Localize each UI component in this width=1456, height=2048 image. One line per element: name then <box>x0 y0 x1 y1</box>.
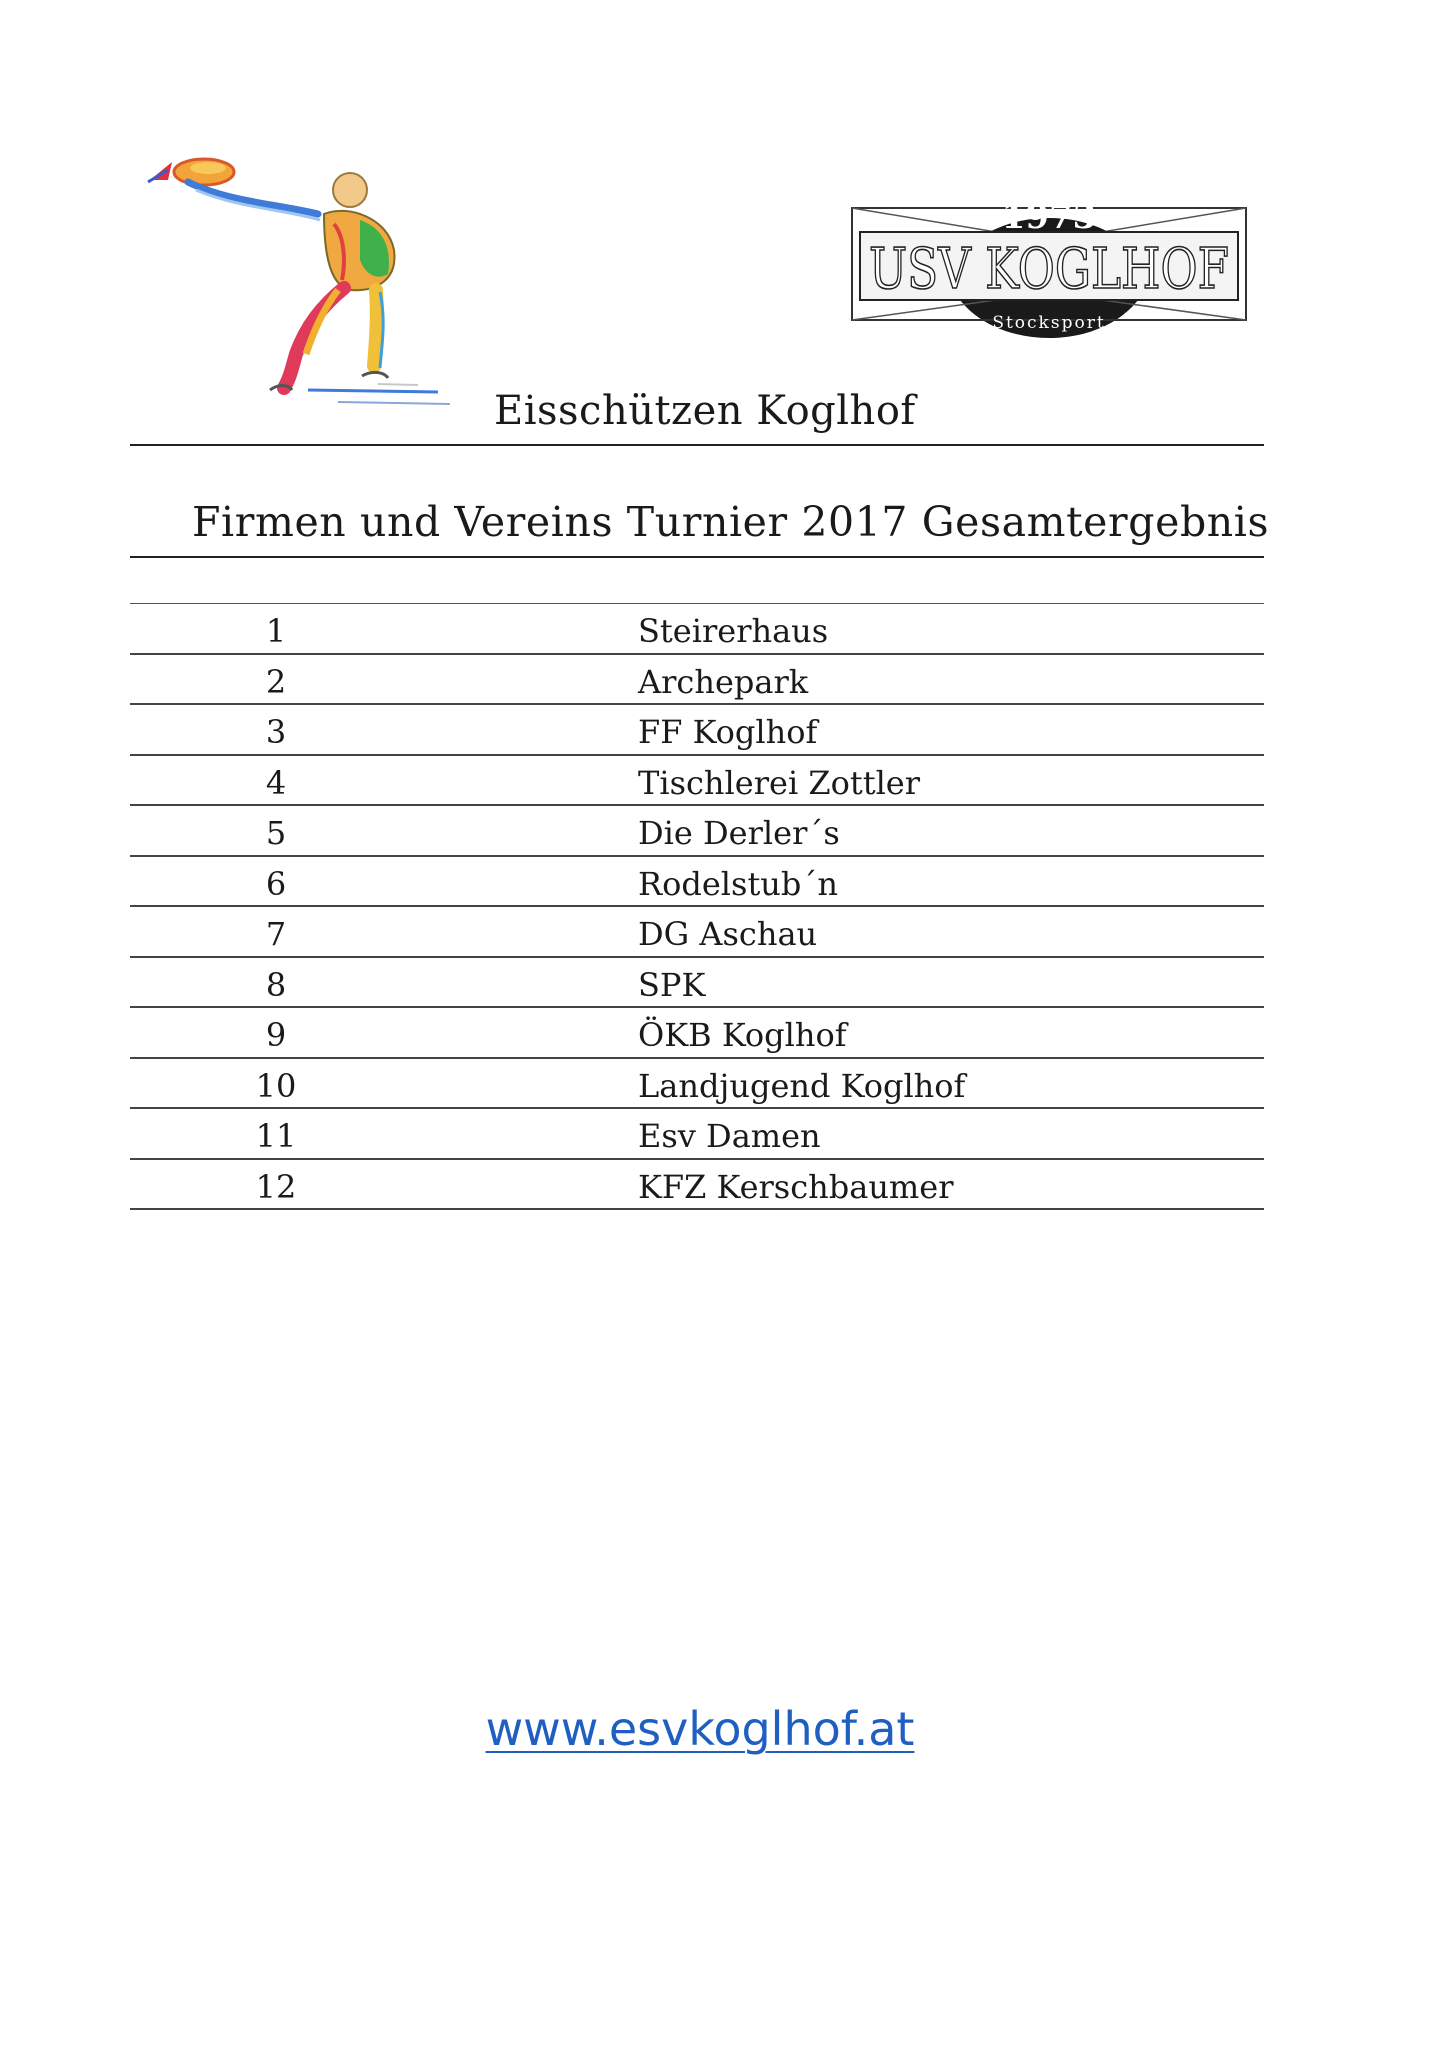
team-cell: Esv Damen <box>638 1117 821 1155</box>
rank-cell: 10 <box>255 1066 297 1105</box>
table-row <box>130 857 1264 908</box>
team-cell: Tischlerei Zottler <box>638 763 921 802</box>
badge-subtitle: Stocksport <box>992 313 1106 333</box>
rank-cell: 4 <box>265 763 287 802</box>
table-row <box>130 756 1264 807</box>
table-row <box>130 1008 1264 1059</box>
rank-cell: 11 <box>255 1117 297 1155</box>
club-name: Eisschützen Koglhof <box>494 388 916 434</box>
team-cell: Steirerhaus <box>638 612 829 650</box>
title-divider <box>130 556 1264 558</box>
team-cell: Die Derler´s <box>638 814 840 852</box>
team-cell: Landjugend Koglhof <box>638 1066 966 1105</box>
document-title: Firmen und Vereins Turnier 2017 Gesamtergebnis <box>192 498 1270 546</box>
team-cell: FF Koglhof <box>638 713 818 751</box>
rank-cell: 6 <box>265 864 287 903</box>
curler-illustration <box>138 140 458 420</box>
rank-cell: 7 <box>265 915 287 953</box>
table-row <box>130 1059 1264 1110</box>
website-row <box>0 1702 1400 1756</box>
table-row <box>130 806 1264 857</box>
team-cell: ÖKB Koglhof <box>638 1016 847 1054</box>
club-badge <box>846 178 1252 378</box>
results-table <box>130 603 1264 1210</box>
rank-cell: 3 <box>265 713 287 751</box>
table-row <box>130 705 1264 756</box>
table-row <box>130 655 1264 706</box>
table-row <box>130 1160 1264 1211</box>
header-divider <box>130 444 1264 446</box>
rank-cell: 1 <box>265 612 287 650</box>
table-row <box>130 604 1264 655</box>
rank-cell: 8 <box>265 965 287 1004</box>
website-link[interactable]: www.esvkoglhof.at <box>485 1702 915 1756</box>
team-cell: Rodelstub´n <box>638 864 838 903</box>
badge-name: USV KOGLHOF <box>869 237 1229 302</box>
rank-cell: 5 <box>265 814 287 852</box>
badge-year: 1973 <box>1001 197 1097 237</box>
table-row <box>130 1109 1264 1160</box>
team-cell: SPK <box>638 965 706 1004</box>
rank-cell: 2 <box>265 662 287 701</box>
rank-cell: 9 <box>265 1016 287 1054</box>
table-row <box>130 907 1264 958</box>
team-cell: KFZ Kerschbaumer <box>638 1167 954 1206</box>
table-row <box>130 958 1264 1009</box>
rank-cell: 12 <box>255 1167 297 1206</box>
team-cell: DG Aschau <box>638 915 818 953</box>
team-cell: Archepark <box>638 662 809 701</box>
